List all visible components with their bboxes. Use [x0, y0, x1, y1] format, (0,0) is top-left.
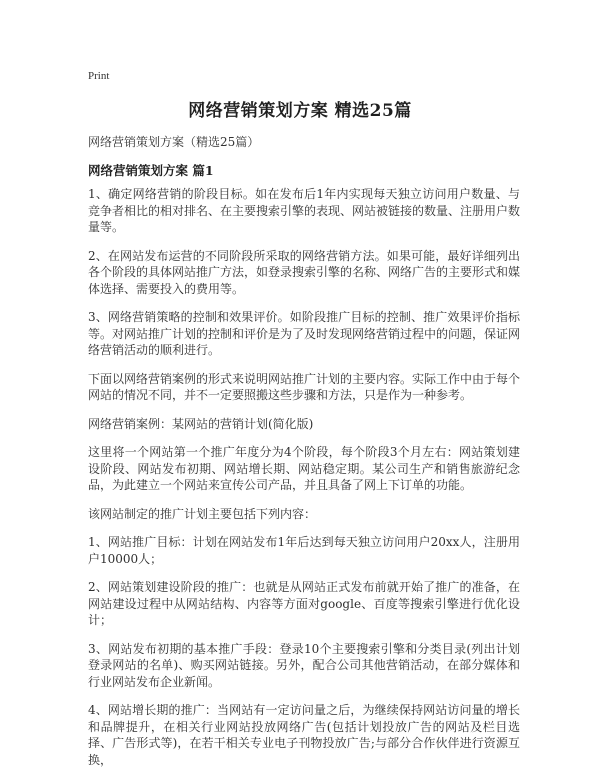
paragraph: 该网站制定的推广计划主要包括下列内容：: [88, 506, 317, 521]
paragraph: 3、网站发布初期的基本推广手段：登录10个主要搜索引擎和分类目录(列出计划登录网站的名单)、购买网站链接。另外，配合公司其他营销活动，在部分媒体和行业网站发布企业新闻。: [88, 641, 520, 689]
paragraph: 网络营销案例：某网站的营销计划(简化版): [88, 416, 314, 431]
paragraph: 1、确定网络营销的阶段目标。如在发布后1年内实现每天独立访问用户数量、与竞争者相比的相对排名、在主要搜索引擎的表现、网站被链接的数量、注册用户数量等。: [88, 187, 521, 234]
paragraph: 4、网站增长期的推广：当网站有一定访问量之后，为继续保持网站访问量的增长和品牌提升，在相关行业网站投放网络广告(包括计划投放广告的网站及栏目选择、广告形式等)，在若干相关专业电子刊物投放广告;与部分合作伙伴进行资源互换，: [88, 703, 520, 767]
paragraph: 下面以网络营销案例的形式来说明网站推广计划的主要内容。实际工作中由于每个网站的情况不同，并不一定要照搬这些步骤和方法，只是作为一种参考。: [88, 371, 521, 402]
document-body: [88, 186, 520, 780]
paragraph: 3、网络营销策略的控制和效果评价。如阶段推广目标的控制、推广效果评价指标等。对网站推广计划的控制和评价是为了及时发现网络营销过程中的问题，保证网络营销活动的顺利进行。: [88, 310, 521, 357]
paragraph: 1、网站推广目标：计划在网站发布1年后达到每天独立访问用户20xx人，注册用户10000人；: [88, 535, 520, 566]
document-subtitle: 网络营销策划方案（精选25篇）: [88, 135, 260, 149]
paragraph: 2、网站策划建设阶段的推广：也就是从网站正式发布前就开始了推广的准备，在网站建设过程中从网站结构、内容等方面对google、百度等搜索引擎进行优化设计；: [88, 580, 520, 627]
paragraph: 2、在网站发布运营的不同阶段所采取的网络营销方法。如果可能，最好详细列出各个阶段的具体网站推广方法，如登录搜索引擎的名称、网络广告的主要形式和媒体选择、需要投入的费用等。: [88, 248, 521, 296]
section-heading: 网络营销策划方案 篇1: [88, 163, 214, 178]
print-label: Print: [88, 70, 110, 82]
page-title: 网络营销策划方案 精选25篇: [188, 101, 412, 121]
paragraph: 这里将一个网站第一个推广年度分为4个阶段，每个阶段3个月左右：网站策划建设阶段、网站发布初期、网站增长期、网站稳定期。某公司生产和销售旅游纪念品，为此建立一个网站来宣传公司产品，并且具备了网上下订单的功能。: [88, 445, 520, 492]
